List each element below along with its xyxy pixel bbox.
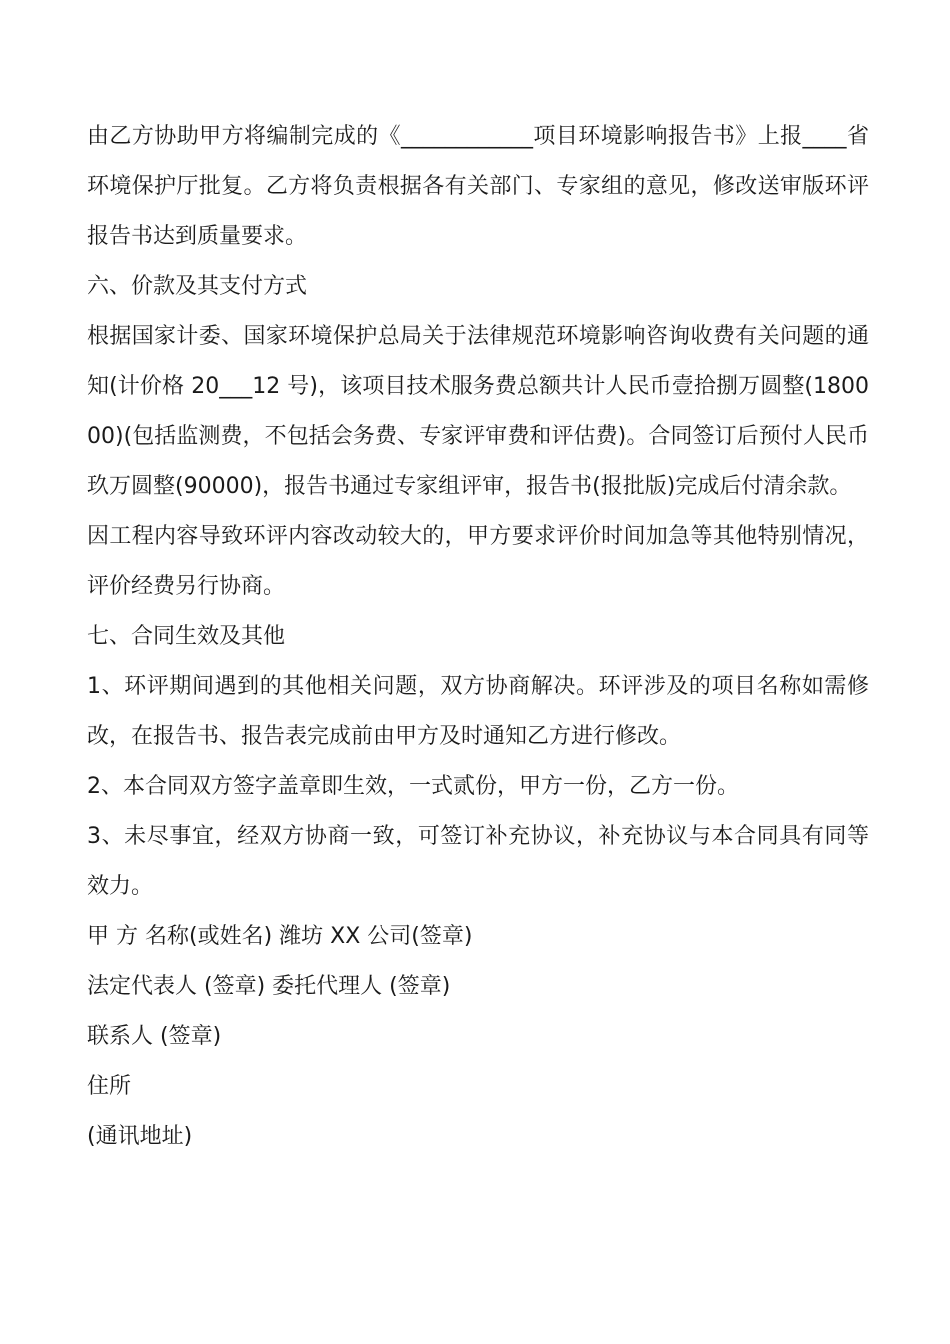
paragraph-report-submission: 由乙方协助甲方将编制完成的《____________项目环境影响报告书》上报____省环境保护厅批复。乙方将负责根据各有关部门、专家组的意见，修改送审版环评报告书达到质量要求。 bbox=[87, 124, 869, 249]
party-a-name: 甲 方 名称(或姓名) 潍坊 XX 公司(签章) bbox=[87, 924, 473, 949]
mailing-address-label: (通讯地址) bbox=[87, 1124, 193, 1149]
clause-1: 1、环评期间遇到的其他相关问题，双方协商解决。环评涉及的项目名称如需修改，在报告书、报告表完成前由甲方及时通知乙方进行修改。 bbox=[87, 674, 869, 749]
clause-2: 2、本合同双方签字盖章即生效，一式贰份，甲方一份，乙方一份。 bbox=[87, 774, 739, 799]
legal-representative-line: 法定代表人 (签章) 委托代理人 (签章) bbox=[87, 974, 451, 999]
section-heading-effectiveness: 七、合同生效及其他 bbox=[87, 624, 286, 649]
clause-3: 3、未尽事宜，经双方协商一致，可签订补充协议，补充协议与本合同具有同等效力。 bbox=[87, 824, 869, 899]
contact-person-line: 联系人 (签章) bbox=[87, 1024, 222, 1049]
address-label: 住所 bbox=[87, 1074, 132, 1099]
document-body bbox=[87, 112, 869, 1162]
paragraph-special-cases: 因工程内容导致环评内容改动较大的，甲方要求评价时间加急等其他特别情况，评价经费另行协商。 bbox=[87, 524, 869, 599]
paragraph-fee-amount: 根据国家计委、国家环境保护总局关于法律规范环境影响咨询收费有关问题的通知(计价格 20___12 号)，该项目技术服务费总额共计人民币壹拾捌万圆整(180000)(包括监测费，不包括会务费、专家评审费和评估费)。合同签订后预付人民币玖万圆整(90000)，报告书通过专家组评审，报告书(报批版)完成后付清余款。 bbox=[87, 324, 869, 499]
section-heading-payment: 六、价款及其支付方式 bbox=[87, 274, 308, 299]
